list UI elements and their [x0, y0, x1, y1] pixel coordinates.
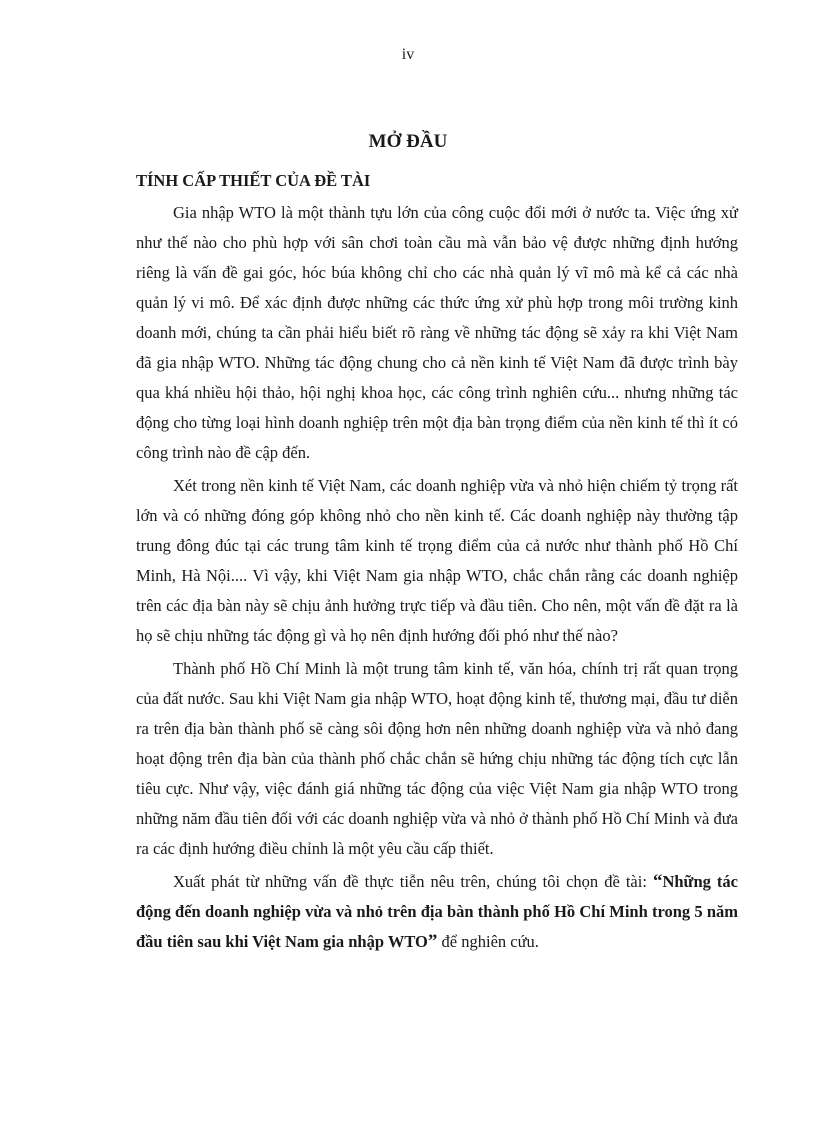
open-quote: “	[652, 871, 663, 892]
paragraph-3: Thành phố Hồ Chí Minh là một trung tâm kinh tế, văn hóa, chính trị rất quan trọng của đất nước. Sau khi Việt Nam gia nhập WTO, hoạt động kinh tế, thương mại, đầu tư diễn ra trên địa bàn thành phố sẽ càng sôi động hơn nên những doanh nghiệp vừa và nhỏ đang hoạt động trên địa bàn của thành phố chắc chắn sẽ hứng chịu những tác động tích cực lẫn tiêu cực. Như vậy, việc đánh giá những tác động của việc Việt Nam gia nhập WTO trong những năm đầu tiên đối với các doanh nghiệp vừa và nhỏ ở thành phố Hồ Chí Minh và đưa ra các định hướng điều chỉnh là một yêu cầu cấp thiết.	[136, 659, 738, 858]
page-number: iv	[401, 46, 415, 63]
section-heading: TÍNH CẤP THIẾT CỦA ĐỀ TÀI	[136, 171, 371, 190]
research-topic: Những tác động đến doanh nghiệp vừa và nhỏ trên địa bàn thành phố Hồ Chí Minh trong 5 năm đầu tiên sau khi Việt Nam gia nhập WTO	[136, 872, 738, 951]
close-quote: ”	[427, 931, 438, 952]
paragraph-2: Xét trong nền kinh tế Việt Nam, các doanh nghiệp vừa và nhỏ hiện chiếm tỷ trọng rất lớn và có những đóng góp không nhỏ cho nền kinh tế. Các doanh nghiệp này thường tập trung đông đúc tại các trung tâm kinh tế trọng điểm của cả nước như thành phố Hồ Chí Minh, Hà Nội.... Vì vậy, khi Việt Nam gia nhập WTO, chắc chắn rằng các doanh nghiệp trên các địa bàn này sẽ chịu ảnh hưởng trực tiếp và đầu tiên. Cho nên, một vấn đề đặt ra là họ sẽ chịu những tác động gì và họ nên định hướng đối phó như thế nào?	[136, 476, 738, 645]
paragraph-4	[136, 867, 738, 957]
paragraph-1: Gia nhập WTO là một thành tựu lớn của công cuộc đổi mới ở nước ta. Việc ứng xử như thế nào cho phù hợp với sân chơi toàn cầu mà vẫn bảo vệ được những định hướng riêng là vấn đề gai góc, hóc búa không chỉ cho các nhà quản lý vĩ mô mà kể cả các nhà quản lý vi mô. Để xác định được những các thức ứng xử phù hợp trong môi trường kinh doanh mới, chúng ta cần phải hiểu biết rõ ràng về những tác động sẽ xảy ra khi Việt Nam đã gia nhập WTO. Những tác động chung cho cả nền kinh tế Việt Nam đã được trình bày qua khá nhiều hội thảo, hội nghị khoa học, các công trình nghiên cứu... nhưng những tác động cho từng loại hình doanh nghiệp trên một địa bàn trọng điểm của nền kinh tế thì ít có công trình nào đề cập đến.	[136, 203, 738, 462]
body-text	[136, 198, 738, 957]
paragraph-4-outro: để nghiên cứu.	[437, 932, 539, 951]
paragraph-4-intro: Xuất phát từ những vấn đề thực tiễn nêu trên, chúng tôi chọn đề tài:	[173, 872, 653, 891]
document-title: MỞ ĐẦU	[368, 131, 448, 152]
